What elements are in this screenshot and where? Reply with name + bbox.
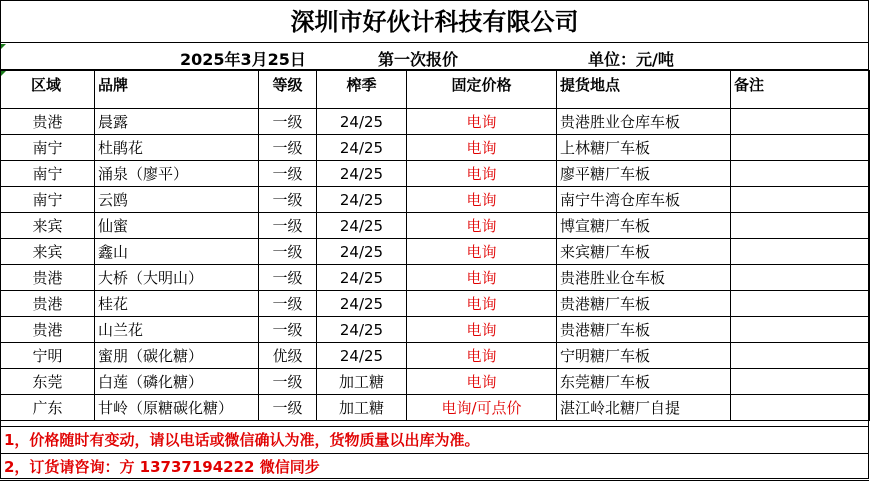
- cell-region: 南宁: [1, 187, 95, 213]
- subheader-row: [0, 43, 869, 70]
- cell-season: 24/25: [317, 109, 407, 135]
- cell-pickup: 东莞糖厂车板: [557, 369, 731, 395]
- cell-season: 24/25: [317, 213, 407, 239]
- cell-price: 电询: [407, 161, 557, 187]
- company-title: 深圳市好伙计科技有限公司: [0, 0, 869, 43]
- col-header-brand: 品牌: [95, 71, 259, 109]
- cell-season: 加工糖: [317, 369, 407, 395]
- cell-region: 贵港: [1, 317, 95, 343]
- cell-pickup: 贵港胜业仓车板: [557, 265, 731, 291]
- col-header-season: 榨季: [317, 71, 407, 109]
- cell-brand: 仙蜜: [95, 213, 259, 239]
- cell-note: [731, 187, 870, 213]
- cell-pickup: 宁明糖厂车板: [557, 343, 731, 369]
- cell-season: 24/25: [317, 291, 407, 317]
- cell-grade: 优级: [259, 343, 317, 369]
- cell-grade: 一级: [259, 317, 317, 343]
- footnote-price-change: 1，价格随时有变动，请以电话或微信确认为准，货物质量以出库为准。: [0, 426, 869, 454]
- cell-note: [731, 343, 870, 369]
- cell-price: 电询: [407, 265, 557, 291]
- cell-marker-icon: [1, 44, 6, 49]
- col-header-note: 备注: [731, 71, 870, 109]
- cell-price: 电询: [407, 369, 557, 395]
- cell-note: [731, 369, 870, 395]
- cell-price: 电询: [407, 343, 557, 369]
- cell-brand: 甘岭（原糖碳化糖）: [95, 395, 259, 421]
- cell-pickup: 上林糖厂车板: [557, 135, 731, 161]
- cell-season: 24/25: [317, 135, 407, 161]
- cell-region: 宁明: [1, 343, 95, 369]
- table-row: [1, 187, 870, 213]
- table-row: [1, 369, 870, 395]
- cell-season: 24/25: [317, 317, 407, 343]
- cell-season: 24/25: [317, 239, 407, 265]
- col-header-price: 固定价格: [407, 71, 557, 109]
- cell-season: 加工糖: [317, 395, 407, 421]
- cell-brand: 涌泉（廖平）: [95, 161, 259, 187]
- table-row: [1, 239, 870, 265]
- cell-region: 东莞: [1, 369, 95, 395]
- cell-grade: 一级: [259, 213, 317, 239]
- cell-region: 贵港: [1, 109, 95, 135]
- cell-pickup: 贵港糖厂车板: [557, 317, 731, 343]
- cell-pickup: 博宣糖厂车板: [557, 213, 731, 239]
- table-row: [1, 109, 870, 135]
- cell-price: 电询: [407, 317, 557, 343]
- table-row: [1, 317, 870, 343]
- table-header-row: [1, 71, 870, 109]
- cell-pickup: 来宾糖厂车板: [557, 239, 731, 265]
- table-row: [1, 343, 870, 369]
- cell-season: 24/25: [317, 161, 407, 187]
- cell-brand: 杜鹃花: [95, 135, 259, 161]
- col-header-pickup: 提货地点: [557, 71, 731, 109]
- cell-note: [731, 161, 870, 187]
- cell-price: 电询: [407, 135, 557, 161]
- table-row: [1, 135, 870, 161]
- cell-brand: 晨露: [95, 109, 259, 135]
- cell-note: [731, 395, 870, 421]
- table-row: [1, 395, 870, 421]
- cell-pickup: 贵港糖厂车板: [557, 291, 731, 317]
- footnotes: [0, 426, 869, 481]
- cell-brand: 桂花: [95, 291, 259, 317]
- cell-grade: 一级: [259, 395, 317, 421]
- cell-season: 24/25: [317, 343, 407, 369]
- cell-note: [731, 109, 870, 135]
- cell-note: [731, 265, 870, 291]
- cell-marker-icon: [1, 71, 6, 76]
- cell-note: [731, 213, 870, 239]
- cell-brand: 鑫山: [95, 239, 259, 265]
- table-row: [1, 291, 870, 317]
- cell-season: 24/25: [317, 187, 407, 213]
- cell-brand: 云鸥: [95, 187, 259, 213]
- cell-region: 来宾: [1, 239, 95, 265]
- cell-region: 南宁: [1, 161, 95, 187]
- cell-note: [731, 239, 870, 265]
- cell-price: 电询: [407, 239, 557, 265]
- cell-grade: 一级: [259, 239, 317, 265]
- table-row: [1, 161, 870, 187]
- cell-season: 24/25: [317, 265, 407, 291]
- col-header-grade: 等级: [259, 71, 317, 109]
- cell-price: 电询: [407, 187, 557, 213]
- cell-grade: 一级: [259, 291, 317, 317]
- cell-brand: 白莲（磷化糖）: [95, 369, 259, 395]
- cell-brand: 大桥（大明山）: [95, 265, 259, 291]
- cell-region: 广东: [1, 395, 95, 421]
- cell-pickup: 贵港胜业仓库车板: [557, 109, 731, 135]
- cell-grade: 一级: [259, 187, 317, 213]
- table-row: [1, 265, 870, 291]
- cell-grade: 一级: [259, 109, 317, 135]
- cell-note: [731, 317, 870, 343]
- cell-region: 贵港: [1, 291, 95, 317]
- cell-grade: 一级: [259, 135, 317, 161]
- cell-region: 贵港: [1, 265, 95, 291]
- cell-price: 电询: [407, 109, 557, 135]
- cell-region: 来宾: [1, 213, 95, 239]
- cell-note: [731, 135, 870, 161]
- cell-brand: 山兰花: [95, 317, 259, 343]
- cell-price: 电询: [407, 213, 557, 239]
- cell-pickup: 南宁牛湾仓库车板: [557, 187, 731, 213]
- cell-price: 电询/可点价: [407, 395, 557, 421]
- cell-price: 电询: [407, 291, 557, 317]
- cell-region: 南宁: [1, 135, 95, 161]
- price-unit: 单位：元/吨: [588, 50, 674, 69]
- col-header-region: 区域: [1, 71, 95, 109]
- footnote-contact: 2，订货请咨询：方 13737194222 微信同步: [0, 454, 869, 481]
- cell-pickup: 湛江岭北糖厂自提: [557, 395, 731, 421]
- quote-date: 2025年3月25日: [180, 50, 306, 69]
- cell-brand: 蜜朋（碳化糖）: [95, 343, 259, 369]
- cell-pickup: 廖平糖厂车板: [557, 161, 731, 187]
- price-table: [0, 70, 870, 421]
- quote-round: 第一次报价: [378, 50, 459, 69]
- table-row: [1, 213, 870, 239]
- cell-grade: 一级: [259, 161, 317, 187]
- cell-note: [731, 291, 870, 317]
- cell-grade: 一级: [259, 265, 317, 291]
- cell-grade: 一级: [259, 369, 317, 395]
